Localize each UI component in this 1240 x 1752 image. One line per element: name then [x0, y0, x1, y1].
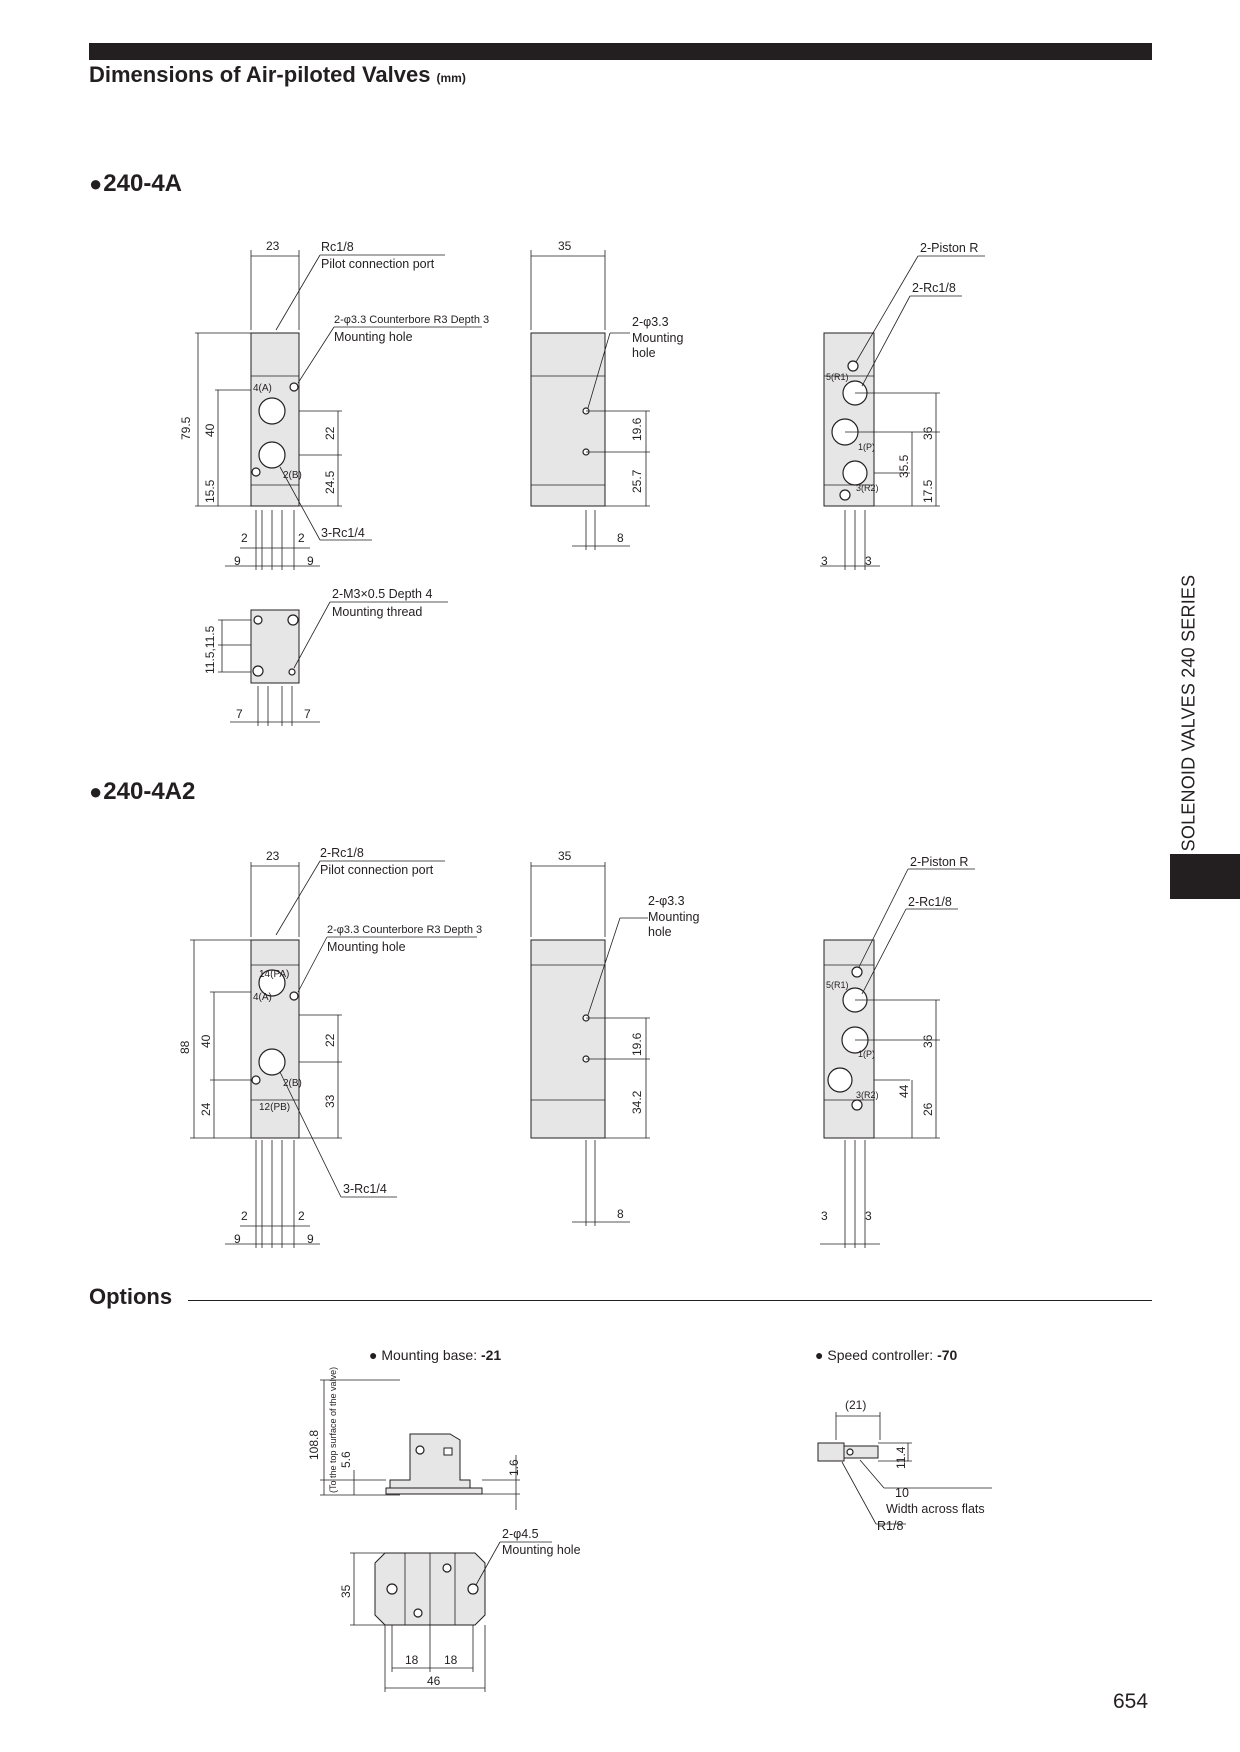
section-title-text: 240-4A	[103, 170, 183, 197]
mounting-base-code: -21	[480, 1347, 502, 1363]
thread-icon	[414, 1609, 422, 1617]
dim-33: 33	[323, 1094, 337, 1108]
page-number: 654	[1113, 1690, 1149, 1713]
dim-3-right: 3	[865, 1209, 872, 1223]
dim-8: 8	[617, 531, 624, 545]
mounting-hole-icon	[468, 1584, 478, 1594]
label-rc18: Rc1/8	[321, 240, 354, 254]
drawing-240-4a-side	[531, 239, 683, 550]
mounting-hole-icon	[252, 1076, 260, 1084]
dim-40: 40	[199, 1034, 213, 1048]
port-2b-icon	[259, 1049, 285, 1075]
dim-24-5: 24.5	[323, 470, 337, 494]
drawing-mounting-base	[307, 1367, 581, 1692]
options-title: Options	[89, 1284, 173, 1309]
dim-24: 24	[199, 1102, 213, 1116]
label-port-2b: 2(B)	[283, 1078, 302, 1089]
dim-108-8: 108.8	[307, 1429, 321, 1460]
piston-icon	[840, 490, 850, 500]
dim-2-right: 2	[298, 1209, 305, 1223]
port-2b-icon	[259, 442, 285, 468]
label-port-4a: 4(A)	[253, 383, 272, 394]
drawing-240-4a-bottom	[203, 587, 448, 726]
drawing-240-4a2-back	[820, 855, 975, 1248]
mounting-hole-icon	[416, 1446, 424, 1454]
drawing-240-4a-back	[820, 241, 985, 570]
dim-11-5: 11.5,11.5	[203, 625, 217, 674]
label-port-5: 5(R1)	[826, 980, 849, 990]
label-piston: 2-Piston R	[920, 241, 979, 255]
side-label-text: SOLENOID VALVES 240 SERIES	[1178, 574, 1199, 851]
thread-icon	[289, 669, 295, 675]
dim-9-right: 9	[307, 554, 314, 568]
label-port-4a: 4(A)	[253, 992, 272, 1003]
base-side-profile	[390, 1434, 470, 1492]
dim-2-left: 2	[241, 531, 248, 545]
valve-body-side	[531, 333, 605, 506]
piston-icon	[848, 361, 858, 371]
dim-3-right: 3	[865, 554, 872, 568]
label-port-1: 1(P)	[858, 442, 876, 452]
dim-46: 46	[427, 1674, 441, 1688]
valve-body-side	[531, 940, 605, 1138]
label-port-12: 12(PB)	[259, 1102, 291, 1113]
thread-icon	[288, 615, 298, 625]
label-counterbore: 2-φ3.3 Counterbore R3 Depth 3	[334, 314, 490, 326]
dim-9-left: 9	[234, 1232, 241, 1246]
label-mounting-thread: Mounting thread	[332, 605, 423, 619]
dim-21: (21)	[845, 1398, 867, 1412]
speed-controller-code: -70	[937, 1347, 958, 1363]
dim-10: 10	[895, 1486, 909, 1500]
label-hole-word: hole	[632, 346, 656, 360]
label-port-1: 1(P)	[858, 1049, 876, 1059]
piston-icon	[852, 967, 862, 977]
label-width-across-flats: Width across flats	[886, 1502, 985, 1516]
dim-25-7: 25.7	[630, 469, 644, 493]
section-title-text: 240-4A2	[103, 778, 196, 805]
controller-screw-icon	[847, 1449, 853, 1455]
label-thread: 2-M3×0.5 Depth 4	[332, 587, 433, 601]
label-rc18: 2-Rc1/8	[320, 846, 364, 860]
drawing-speed-controller	[818, 1398, 992, 1533]
page-title-unit: (mm)	[436, 71, 466, 85]
dim-35-5: 35.5	[897, 454, 911, 478]
mounting-hole-icon	[254, 616, 262, 624]
port-4a-icon	[259, 398, 285, 424]
label-pilot-port: Pilot connection port	[321, 257, 435, 271]
dim-11-4: 11.4	[894, 1446, 908, 1469]
dim-44: 44	[897, 1084, 911, 1098]
dim-40: 40	[203, 423, 217, 437]
mounting-base-label: Mounting base:	[381, 1347, 481, 1363]
thread-icon	[253, 666, 263, 676]
label-hole: 2-φ3.3	[632, 315, 669, 329]
mounting-hole-icon	[252, 468, 260, 476]
dim-5-6: 5.6	[339, 1451, 353, 1468]
label-pilot-port: Pilot connection port	[320, 863, 434, 877]
speed-controller-label: Speed controller:	[827, 1347, 938, 1363]
label-mounting-hole: Mounting hole	[334, 330, 413, 344]
dim-34-2: 34.2	[630, 1090, 644, 1114]
thread-icon	[443, 1564, 451, 1572]
mounting-hole-icon	[290, 992, 298, 1000]
dim-width: 35	[558, 239, 572, 253]
speed-controller-caption: ● Speed controller: -70	[815, 1347, 958, 1363]
label-hole: 2-φ4.5	[502, 1527, 539, 1541]
drawing-240-4a-front	[179, 239, 489, 570]
label-rc14: 3-Rc1/4	[321, 526, 365, 540]
dim-15-5: 15.5	[203, 479, 217, 503]
dim-3-left: 3	[821, 1209, 828, 1223]
dim-36: 36	[921, 1034, 935, 1048]
dim-2-right: 2	[298, 531, 305, 545]
label-hole-word: hole	[648, 925, 672, 939]
piston-icon	[852, 1100, 862, 1110]
dim-26: 26	[921, 1102, 935, 1116]
base-plate-side	[386, 1488, 482, 1494]
dim-width: 23	[266, 849, 280, 863]
dim-18-right: 18	[444, 1653, 458, 1667]
mounting-hole-icon	[387, 1584, 397, 1594]
dim-9-right: 9	[307, 1232, 314, 1246]
page-title-text: Dimensions of Air-piloted Valves	[89, 62, 431, 87]
dim-9-left: 9	[234, 554, 241, 568]
label-port-3: 3(R2)	[856, 1090, 879, 1100]
dim-17-5: 17.5	[921, 479, 935, 503]
mounting-hole-icon	[290, 383, 298, 391]
bullet-icon: ●	[89, 779, 103, 804]
label-port-3: 3(R2)	[856, 483, 879, 493]
dim-width: 35	[558, 849, 572, 863]
label-r18: R1/8	[877, 1519, 904, 1533]
port-3-icon	[828, 1068, 852, 1092]
dim-36: 36	[921, 426, 935, 440]
mounting-base-caption: ● Mounting base: -21	[369, 1347, 502, 1363]
label-port-5: 5(R1)	[826, 372, 849, 382]
dim-2-left: 2	[241, 1209, 248, 1223]
dim-7-left: 7	[236, 707, 243, 721]
bullet-icon: ●	[89, 171, 103, 196]
controller-hex-body	[818, 1443, 844, 1461]
dim-1-6: 1.6	[507, 1459, 521, 1476]
label-hole: 2-φ3.3	[648, 894, 685, 908]
label-rc18: 2-Rc1/8	[908, 895, 952, 909]
label-counterbore: 2-φ3.3 Counterbore R3 Depth 3	[327, 924, 483, 936]
label-mounting: Mounting	[648, 910, 700, 924]
drawing-240-4a2-front	[178, 846, 482, 1248]
dim-18-left: 18	[405, 1653, 419, 1667]
dim-7-right: 7	[304, 707, 311, 721]
dim-22: 22	[323, 426, 337, 440]
dim-19-6: 19.6	[630, 417, 644, 441]
note-top-surface: (To the top surface of the valve)	[328, 1366, 338, 1493]
dim-height: 79.5	[179, 416, 193, 440]
dim-22: 22	[323, 1033, 337, 1047]
dim-19-6: 19.6	[630, 1032, 644, 1056]
drawing-240-4a2-side	[531, 849, 699, 1226]
label-rc18: 2-Rc1/8	[912, 281, 956, 295]
dim-8: 8	[617, 1207, 624, 1221]
dim-35: 35	[339, 1584, 353, 1598]
dim-3-left: 3	[821, 554, 828, 568]
label-mounting-hole: Mounting hole	[502, 1543, 581, 1557]
dim-width: 23	[266, 239, 280, 253]
label-mounting: Mounting	[632, 331, 684, 345]
label-rc14: 3-Rc1/4	[343, 1182, 387, 1196]
port-3-icon	[843, 461, 867, 485]
label-mounting-hole: Mounting hole	[327, 940, 406, 954]
label-piston: 2-Piston R	[910, 855, 969, 869]
label-port-14: 14(PA)	[259, 969, 290, 980]
dim-height: 88	[178, 1040, 192, 1054]
label-port-2b: 2(B)	[283, 470, 302, 481]
